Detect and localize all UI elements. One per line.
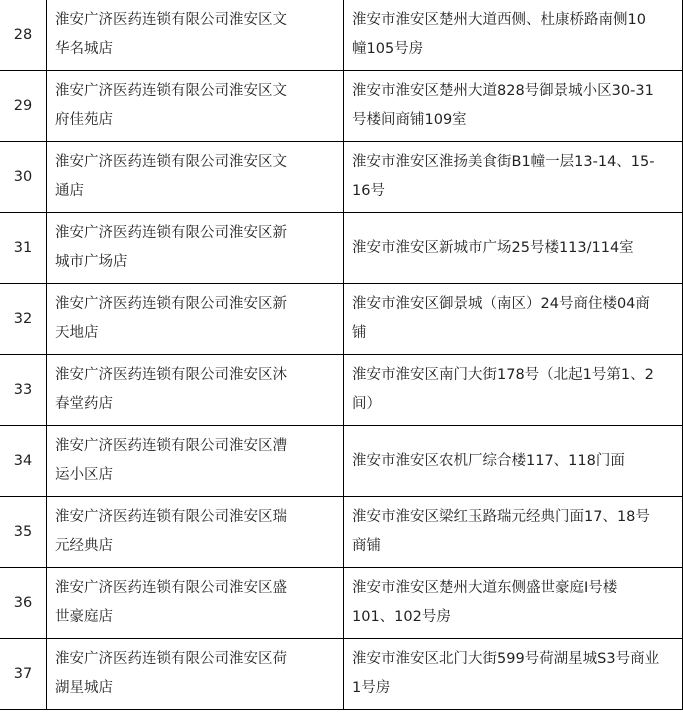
store-number: 37 [13,665,33,682]
store-number: 34 [13,452,33,469]
store-address-line: 号楼间商铺109室 [352,112,467,128]
store-number: 29 [13,97,33,114]
store-number-cell [0,568,47,639]
store-name-cell [47,284,344,355]
store-address-cell [344,0,683,71]
store-address-line: 商铺 [352,538,381,554]
store-name-line: 府佳苑店 [55,112,113,128]
store-name-line: 淮安广济医药连锁有限公司淮安区文 [55,154,287,170]
store-number-cell [0,426,47,497]
store-name-line: 淮安广济医药连锁有限公司淮安区盛 [55,580,287,596]
store-address-cell [344,213,683,284]
store-number: 35 [13,523,33,540]
store-name-line: 淮安广济医药连锁有限公司淮安区文 [55,83,287,99]
store-number: 28 [13,26,33,43]
store-name-line: 城市广场店 [55,254,128,270]
store-name-line: 淮安广济医药连锁有限公司淮安区瑞 [55,509,287,525]
store-address-line: 淮安市淮安区农机厂综合楼117、118门面 [352,452,625,469]
store-name-cell [47,213,344,284]
store-number: 31 [13,239,33,256]
table-row [0,71,683,142]
store-address-line: 淮安市淮安区新城市广场25号楼113/114室 [352,239,634,256]
store-address-line: 101、102号房 [352,609,451,625]
store-name-line: 淮安广济医药连锁有限公司淮安区文 [55,12,287,28]
store-address-line: 铺 [352,325,367,341]
store-address-cell [344,497,683,568]
store-address-cell [344,71,683,142]
store-name-line: 淮安广济医药连锁有限公司淮安区沐 [55,367,287,383]
store-address-line: 淮安市淮安区淮扬美食街B1幢一层13-14、15- [352,154,655,170]
store-address-cell [344,639,683,710]
store-address-cell [344,142,683,213]
table-row [0,0,683,71]
store-name-line: 通店 [55,183,84,199]
store-address-cell [344,426,683,497]
store-name-line: 世豪庭店 [55,609,113,625]
store-name-line: 华名城店 [55,41,113,57]
store-name-cell [47,71,344,142]
store-number-cell [0,71,47,142]
store-number-cell [0,0,47,71]
store-address-line: 淮安市淮安区楚州大道828号御景城小区30-31 [352,83,654,99]
store-number: 32 [13,310,33,327]
table-row [0,426,683,497]
store-number-cell [0,639,47,710]
store-name-line: 淮安广济医药连锁有限公司淮安区荷 [55,651,287,667]
store-number-cell [0,355,47,426]
store-address-line: 1号房 [352,680,391,696]
table-row [0,497,683,568]
store-number-cell [0,497,47,568]
table-row [0,284,683,355]
store-number: 36 [13,594,33,611]
store-address-cell [344,355,683,426]
store-name-line: 春堂药店 [55,396,113,412]
store-name-line: 淮安广济医药连锁有限公司淮安区漕 [55,438,287,454]
store-number: 30 [13,168,33,185]
store-address-line: 16号 [352,183,385,199]
table-row [0,355,683,426]
table-row [0,142,683,213]
store-number: 33 [13,381,33,398]
store-name-cell [47,639,344,710]
store-address-line: 幢105号房 [352,41,424,57]
store-name-line: 湖星城店 [55,680,113,696]
store-number-cell [0,213,47,284]
store-name-cell [47,142,344,213]
store-name-line: 天地店 [55,325,99,341]
store-name-cell [47,568,344,639]
store-name-cell [47,0,344,71]
store-address-cell [344,284,683,355]
store-address-line: 淮安市淮安区御景城（南区）24号商住楼04商 [352,296,650,312]
store-number-cell [0,284,47,355]
store-address-line: 淮安市淮安区北门大街599号荷湖星城S3号商业 [352,651,660,667]
store-address-line: 淮安市淮安区梁红玉路瑞元经典门面17、18号 [352,509,650,525]
table-row [0,639,683,710]
store-address-line: 间） [352,396,381,412]
store-name-cell [47,497,344,568]
store-address-line: 淮安市淮安区南门大街178号（北起1号第1、2 [352,367,654,383]
store-name-cell [47,355,344,426]
store-name-line: 淮安广济医药连锁有限公司淮安区新 [55,225,287,241]
store-name-line: 运小区店 [55,467,113,483]
store-address-cell [344,568,683,639]
store-name-line: 淮安广济医药连锁有限公司淮安区新 [55,296,287,312]
store-number-cell [0,142,47,213]
store-name-line: 元经典店 [55,538,113,554]
table-row [0,213,683,284]
store-address-line: 淮安市淮安区楚州大道东侧盛世豪庭I号楼 [352,580,618,596]
table-row [0,568,683,639]
store-name-cell [47,426,344,497]
store-address-line: 淮安市淮安区楚州大道西侧、杜康桥路南侧10 [352,12,646,28]
